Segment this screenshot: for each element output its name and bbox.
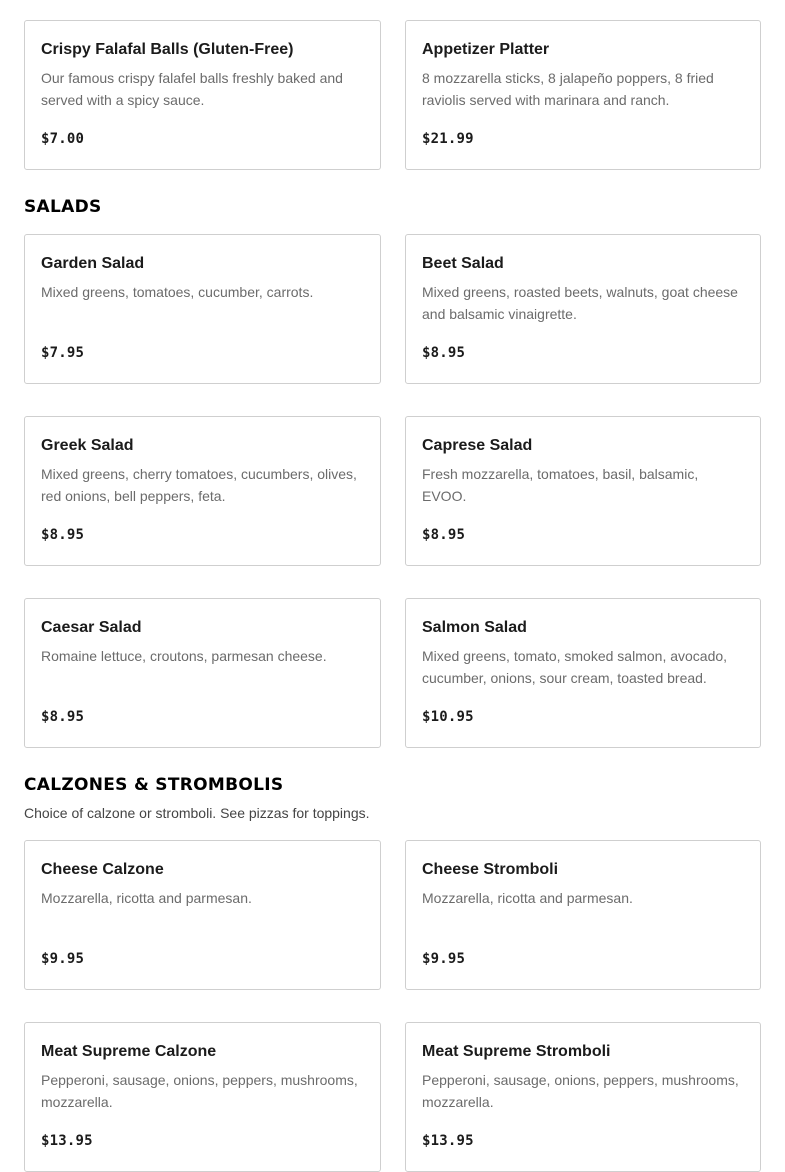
menu-item-description: Mixed greens, tomato, smoked salmon, avocado, cucumber, onions, sour cream, toasted bread. [422,648,728,686]
section-title: CALZONES & STROMBOLIS [24,775,284,795]
menu-item-description: 8 mozzarella sticks, 8 jalapeño poppers, 8 fried raviolis served with marinara and ranch. [422,70,714,108]
menu-item-price: $13.95 [422,1133,474,1149]
menu-item-price: $8.95 [422,527,466,543]
menu-item-card[interactable] [24,416,381,566]
menu-item-card[interactable] [405,598,761,748]
menu-item-description: Mozzarella, ricotta and parmesan. [422,890,633,906]
menu-item-name: Crispy Falafal Balls (Gluten-Free) [41,41,294,58]
menu-item-card[interactable] [405,1022,761,1172]
menu-item-card[interactable] [405,234,761,384]
menu-item-price: $7.95 [41,345,85,361]
menu-item-card[interactable] [24,20,381,170]
menu-item-price: $13.95 [41,1133,93,1149]
menu-item-card[interactable] [24,234,381,384]
menu-item-name: Garden Salad [41,255,145,272]
salads-grid [24,234,761,748]
menu-item-name: Cheese Calzone [41,861,164,878]
menu-item-card[interactable] [24,840,381,990]
menu-item-card[interactable] [405,416,761,566]
menu-item-price: $8.95 [41,527,85,543]
menu-item-description: Our famous crispy falafel balls freshly baked and served with a spicy sauce. [41,70,343,108]
calzones-grid [24,840,761,1172]
menu-item-card[interactable] [405,840,761,990]
menu-item-card[interactable] [24,598,381,748]
menu-item-price: $7.00 [41,131,85,147]
menu-item-description: Romaine lettuce, croutons, parmesan cheese. [41,648,327,664]
section-subtitle: Choice of calzone or stromboli. See pizzas for toppings. [24,805,370,821]
menu-item-name: Caprese Salad [422,437,533,454]
menu-item-name: Salmon Salad [422,619,527,636]
menu-item-description: Mozzarella, ricotta and parmesan. [41,890,252,906]
menu-item-name: Greek Salad [41,437,134,454]
menu-item-description: Mixed greens, tomatoes, cucumber, carrots. [41,284,314,300]
menu-item-price: $21.99 [422,131,474,147]
menu-item-price: $9.95 [41,951,85,967]
menu-item-description: Mixed greens, cherry tomatoes, cucumbers, olives, red onions, bell peppers, feta. [41,466,357,504]
calzones-section [24,774,761,824]
menu-item-description: Pepperoni, sausage, onions, peppers, mushrooms, mozzarella. [41,1072,358,1110]
menu-item-price: $10.95 [422,709,474,725]
menu-item-description: Mixed greens, roasted beets, walnuts, goat cheese and balsamic vinaigrette. [422,284,738,322]
menu-item-name: Cheese Stromboli [422,861,559,878]
salads-section [24,196,761,218]
menu-item-name: Meat Supreme Calzone [41,1043,217,1060]
menu-item-description: Fresh mozzarella, tomatoes, basil, balsamic, EVOO. [422,466,699,504]
menu-item-name: Beet Salad [422,255,504,272]
menu-item-name: Caesar Salad [41,619,142,636]
menu-item-card[interactable] [405,20,761,170]
menu-item-price: $8.95 [41,709,85,725]
menu-item-price: $9.95 [422,951,466,967]
menu-page [24,20,761,1172]
menu-item-name: Meat Supreme Stromboli [422,1043,611,1060]
appetizers-grid [24,20,761,170]
menu-item-name: Appetizer Platter [422,41,550,58]
menu-item-price: $8.95 [422,345,466,361]
menu-item-card[interactable] [24,1022,381,1172]
section-title: SALADS [24,197,102,217]
menu-item-description: Pepperoni, sausage, onions, peppers, mushrooms, mozzarella. [422,1072,739,1110]
